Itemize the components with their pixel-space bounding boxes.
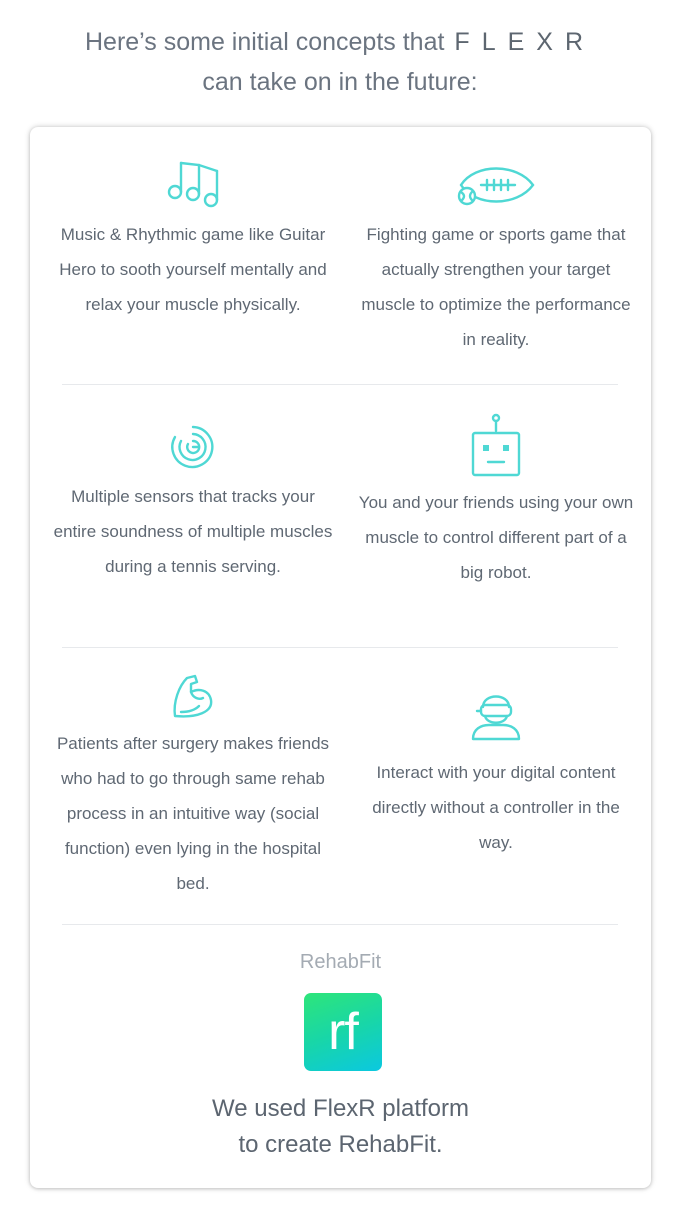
caption-line-2: to create RehabFit.	[238, 1131, 443, 1158]
row-divider	[62, 924, 618, 925]
concept-robot	[356, 413, 636, 590]
concept-text: Fighting game or sports game that actually strengthen your target muscle to optimize the performance in reality.	[361, 225, 631, 349]
intro-line-1	[0, 22, 680, 62]
caption-line-1: We used FlexR platform	[212, 1095, 469, 1122]
concept-text: Interact with your digital content directly without a controller in the way.	[372, 763, 620, 852]
flexed-arm-icon	[169, 672, 217, 720]
row-divider	[62, 384, 618, 385]
football-icon	[453, 159, 539, 211]
concept-rehab-social	[53, 672, 333, 901]
intro-heading	[0, 22, 680, 102]
row-divider	[62, 647, 618, 648]
music-notes-icon	[163, 159, 223, 211]
concept-text: Patients after surgery makes friends who had to go through same rehab process in an intuitive way (social function) even lying in the hospital bed.	[56, 734, 330, 893]
concept-sensors	[53, 423, 333, 584]
concepts-card	[30, 127, 651, 1188]
sensor-target-icon	[168, 423, 218, 471]
vr-headset-person-icon	[469, 685, 523, 741]
rehabfit-logo	[304, 993, 382, 1071]
rehabfit-caption	[30, 1091, 651, 1163]
robot-icon	[468, 413, 524, 479]
rehabfit-label: RehabFit	[299, 951, 382, 973]
concept-fighting-sports	[356, 159, 636, 357]
intro-line-2: can take on in the future:	[202, 68, 478, 96]
concept-text: You and your friends using your own muscle to control different part of a big robot.	[358, 493, 634, 582]
intro-text: Here’s some initial concepts that	[84, 28, 445, 56]
concept-direct-interaction	[356, 685, 636, 860]
rehabfit-logo-text: rf	[328, 1003, 358, 1061]
concept-text: Multiple sensors that tracks your entire soundness of multiple muscles during a tennis serving.	[53, 487, 333, 576]
concept-text: Music & Rhythmic game like Guitar Hero to sooth yourself mentally and relax your muscle physically.	[59, 225, 327, 314]
concept-music	[53, 159, 333, 322]
flexr-brand: FLEXR	[454, 28, 596, 56]
